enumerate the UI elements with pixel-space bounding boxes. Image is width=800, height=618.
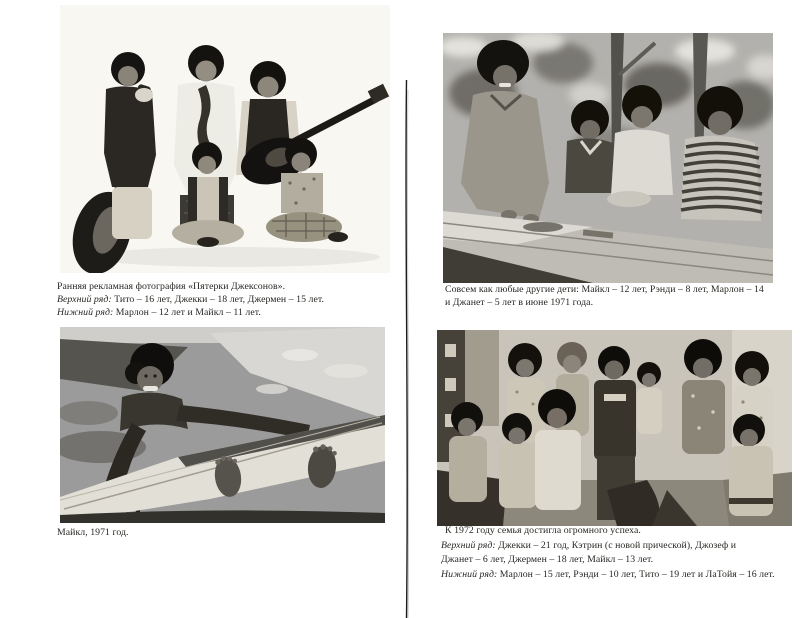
caption-lead: Верхний ряд: — [441, 539, 496, 551]
caption-jackson5-promo — [57, 281, 362, 320]
photo-children-picnic-art — [443, 33, 773, 283]
caption-lead: Нижний ряд: — [57, 306, 114, 318]
caption-children-picnic — [445, 284, 779, 310]
caption-family-group — [441, 524, 795, 582]
photo-jackson5-promo — [60, 5, 390, 273]
photo-family-group — [437, 330, 792, 526]
caption-line: Джанет – 6 лет, Джермен – 18 лет, Майкл – 13 лет. — [441, 554, 654, 565]
caption-line — [57, 294, 362, 307]
caption-text: Марлон – 12 лет и Майкл – 11 лет. — [113, 306, 261, 318]
caption-text: Джекки – 21 год, Кэтрин (с новой прической), Джозеф и — [495, 539, 737, 551]
caption-text: Марлон – 15 лет, Рэнди – 10 лет, Тито – 19 лет и ЛаТойя – 16 лет. — [497, 568, 775, 580]
caption-line — [441, 568, 795, 583]
person-figure — [637, 362, 662, 434]
person-figure — [535, 389, 581, 510]
caption-line: и Джанет – 5 лет в июне 1971 года. — [445, 296, 594, 308]
caption-line: Ранняя рекламная фотография «Пятерки Джексонов». — [57, 281, 286, 292]
person-figure — [449, 402, 487, 502]
person-figure — [499, 413, 537, 508]
photo-michael-pool-art — [60, 327, 385, 523]
caption-michael-pool — [57, 527, 257, 540]
photo-family-group-art — [437, 330, 792, 526]
caption-lead: Верхний ряд: — [57, 293, 112, 305]
caption-line: Майкл, 1971 год. — [57, 527, 129, 538]
caption-line: Совсем как любые другие дети: Майкл – 12 лет, Рэнди – 8 лет, Марлон – 14 — [445, 284, 764, 295]
caption-lead: Нижний ряд: — [441, 568, 498, 580]
caption-line: К 1972 году семья достигла огромного успеха. — [445, 525, 641, 536]
person-figure — [594, 346, 636, 460]
person-figure — [565, 100, 615, 193]
caption-line — [441, 539, 795, 554]
photo-children-picnic — [443, 33, 773, 283]
caption-line — [57, 307, 362, 320]
caption-text: Тито – 16 лет, Джекки – 18 лет, Джермен – 15 лет. — [111, 293, 324, 305]
person-figure — [682, 339, 725, 454]
photo-jackson5-promo-art — [60, 5, 390, 273]
photo-michael-pool — [60, 327, 385, 523]
